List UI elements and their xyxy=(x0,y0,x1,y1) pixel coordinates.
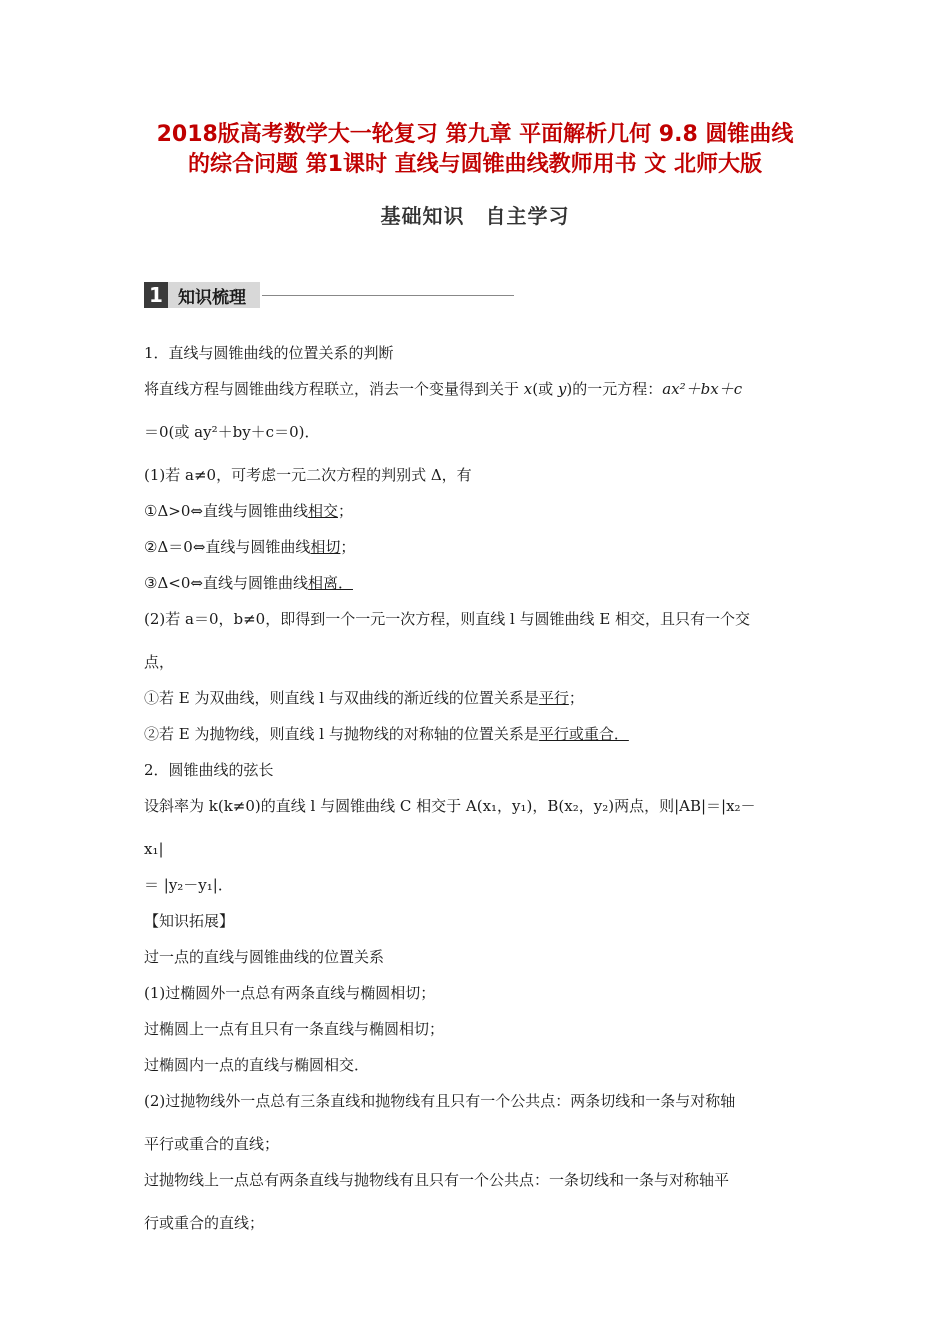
paragraph: 2．圆锥曲线的弦长 xyxy=(144,761,274,779)
paragraph: 将直线方程与圆锥曲线方程联立，消去一个变量得到关于 x(或 y)的一元方程：ax²＋bx＋c xyxy=(144,380,743,398)
paragraph: 过一点的直线与圆锥曲线的位置关系 xyxy=(144,948,385,966)
paragraph: ＝0(或 ay²＋by＋c＝0)． xyxy=(144,423,320,441)
paragraph: ②Δ＝0⇔直线与圆锥曲线相切； xyxy=(144,538,356,556)
paragraph: ＝ |y₂－y₁|． xyxy=(144,876,233,894)
paragraph: ①若 E 为双曲线，则直线 l 与双曲线的渐近线的位置关系是平行； xyxy=(144,689,584,707)
title-line-2: 的综合问题 第1课时 直线与圆锥曲线教师用书 文 北师大版 xyxy=(188,152,762,177)
paragraph: ①Δ>0⇔直线与圆锥曲线相交； xyxy=(144,502,353,520)
document-title xyxy=(100,120,850,180)
section-divider xyxy=(262,295,514,296)
paragraph: 过抛物线上一点总有两条直线与抛物线有且只有一个公共点：一条切线和一条与对称轴平 xyxy=(144,1171,730,1189)
paragraph: (2)过抛物线外一点总有三条直线和抛物线有且只有一个公共点：两条切线和一条与对称轴 xyxy=(144,1092,736,1110)
paragraph: 设斜率为 k(k≠0)的直线 l 与圆锥曲线 C 相交于 A(x₁，y₁)，B(x₂，y₂)两点，则|AB|＝|x₂－ xyxy=(144,797,756,815)
section-header xyxy=(144,281,514,309)
paragraph: 行或重合的直线； xyxy=(144,1214,265,1232)
paragraph: 平行或重合的直线； xyxy=(144,1135,280,1153)
paragraph: (1)若 a≠0，可考虑一元二次方程的判别式 Δ，有 xyxy=(144,466,472,484)
paragraph: 【知识拓展】 xyxy=(144,912,235,930)
paragraph: (2)若 a＝0，b≠0，即得到一个一元一次方程，则直线 l 与圆锥曲线 E 相交，且只有一个交 xyxy=(144,610,751,628)
section-label: 知识梳理 xyxy=(168,282,260,308)
paragraph: (1)过椭圆外一点总有两条直线与椭圆相切； xyxy=(144,984,436,1002)
document-body xyxy=(144,340,814,1246)
section-subtitle: 基础知识 自主学习 xyxy=(380,204,570,228)
paragraph: x₁| xyxy=(144,840,164,858)
paragraph: 过椭圆上一点有且只有一条直线与椭圆相切； xyxy=(144,1020,445,1038)
paragraph: 点， xyxy=(144,653,175,671)
section-number: 1 xyxy=(144,282,168,308)
title-line-1: 2018版高考数学大一轮复习 第九章 平面解析几何 9.8 圆锥曲线 xyxy=(156,122,794,147)
paragraph: 1．直线与圆锥曲线的位置关系的判断 xyxy=(144,344,394,362)
paragraph: ②若 E 为抛物线，则直线 l 与抛物线的对称轴的位置关系是平行或重合． xyxy=(144,725,629,743)
paragraph: 过椭圆内一点的直线与椭圆相交． xyxy=(144,1056,370,1074)
paragraph: ③Δ<0⇔直线与圆锥曲线相离． xyxy=(144,574,353,592)
